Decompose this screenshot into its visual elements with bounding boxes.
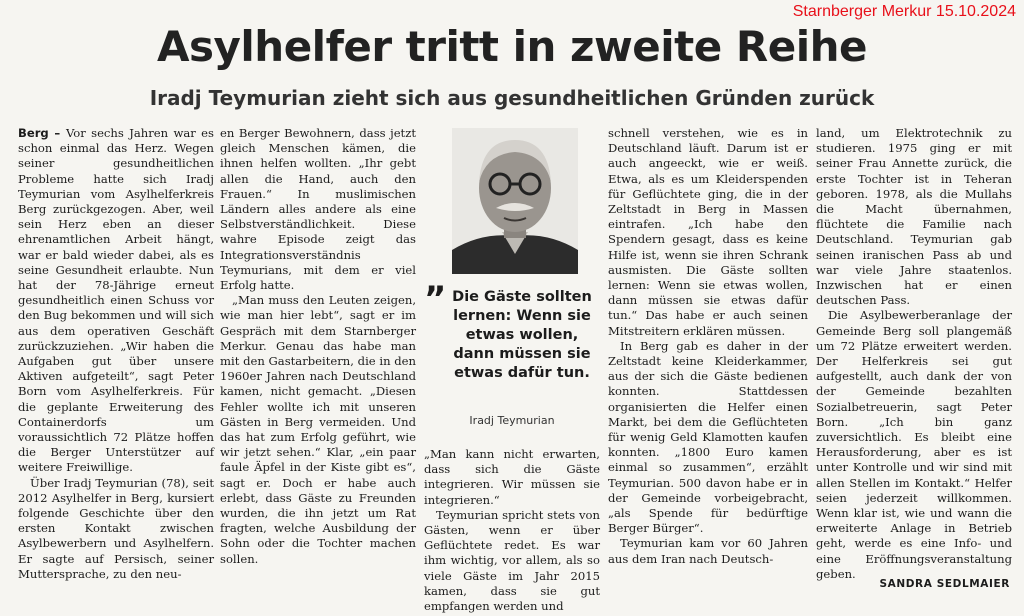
pull-quote-text: Die Gäste sollten lernen: Wenn sie etwas wollen, dann müssen sie etwas dafür tun. [452,289,592,381]
subheadline: Iradj Teymurian zieht sich aus gesundheitlichen Gründen zurück [149,86,875,110]
paragraph: Die Asylbewerberanlage der Gemeinde Berg soll plangemäß um 72 Plätze erweitert werden. Der Helferkreis sei gut aufgestellt, auch dank der von der Gemeinde bezahlten Sozialbetreuerin, sagt Peter Born. „Ich bin ganz zuversichtlich. Es bleibt eine Herausforderung, aber es ist unter Kontrolle und wir sind mit allen Stellen im Kontakt.“ Helfer seien jederzeit willkommen. Wenn klar ist, wie und wann die erweiterte Anlage in Betrieb geht, werde es eine Info- und eine Eröffnungsveranstaltung geben. [816,308,1012,581]
pull-quote [424,288,600,383]
dateline: Berg – [18,126,66,140]
paragraph: „Man muss den Leuten zeigen, wie man hier lebt“, sagt er im Gespräch mit dem Starnberger Merkur. Genau das habe man mit den Gastarbeitern, die in den 1960er Jahren nach Deutschland kamen, nicht gemacht. „Diesen Fehler wollte ich mit unseren Gästen in Berg vermeiden. Und das hat zum Erfolg geführt, wie wir jetzt sehen.“ Klar, „ein paar faule Äpfel in der Kiste gibt es“, sagt er. Doch er habe auch erlebt, dass Gäste zu Freunden wurden, die ihn jetzt um Rat fragten, welche Ausbildung der Sohn oder die Tochter machen sollen. [220,293,416,566]
author-byline: SANDRA SEDLMAIER [879,578,1010,590]
paragraph: Teymurian spricht stets von Gästen, wenn er über Geflüchtete redet. Es war ihm wichtig, vor allem, als so viele Gäste im Jahr 2015 kamen, dass sie gut empfangen werden und [424,507,600,614]
paragraph: land, um Elektrotechnik zu studieren. 1975 ging er mit seiner Frau Annette zurück, die erste Tochter ist in Teheran geboren. 1978, als die Mullahs die Macht übernahmen, flüchtete die Familie nach Deutschland. Teymurian gab seinen iranischen Pass ab und war viele Jahre staatenlos. Inzwischen hat er einen deutschen Pass. [816,126,1012,308]
paragraph: Über Iradj Teymurian (78), seit 2012 Asylhelfer in Berg, kursiert folgende Geschichte über den ersten Kontakt zwischen Asylbewerbern und Asylhelfern. Er sagte auf Persisch, seiner Muttersprache, zu den neu- [18,475,214,581]
article-column-4 [608,126,808,567]
portrait-photo [452,128,578,274]
source-stamp: Starnberger Merkur 15.10.2024 [792,3,1016,20]
paragraph: Teymurian kam vor 60 Jahren aus dem Iran nach Deutsch- [608,536,808,566]
article-column-5 [816,126,1012,582]
paragraph: In Berg gab es daher in der Zeltstadt keine Kleiderkammer, aus der sich die Gäste bedienen konnten. Stattdessen organisierten die Helfer einen Markt, bei dem die Geflüchteten für wenig Geld Klamotten kaufen konnten. „1800 Euro kamen einmal so zusammen“, erzählt Teymurian. 500 davon habe er in der Gemeinde vorbeigebracht, „als Spende für bedürftige Berger Bürger“. [608,338,808,536]
paragraph: en Berger Bewohnern, dass jetzt gleich Menschen kämen, die ihnen helfen wollten. „Ihr gebt allen die Hand, auch den Frauen.“ In muslimischen Ländern alles andere als eine Selbstverständlichkeit. Diese wahre Episode zeigt das Integrationsverständnis Teymurians, mit dem er viel Erfolg hatte. [220,126,416,293]
paragraph: schnell verstehen, wie es in Deutschland läuft. Darum ist er auch angeeckt, wie er weiß. Etwa, als es um Kleiderspenden für Geflüchtete ging, die in der Zeltstadt in Berg in Massen eintrafen. „Ich habe den Spendern gesagt, dass es keine Hilfe ist, wenn sie ihren Schrank ausmisten. Die Gäste sollten lernen: Wenn sie etwas wollen, dann müssen sie etwas dafür tun.“ Das habe er auch seinen Mitstreitern erklären müssen. [608,126,808,338]
article-column-1 [18,126,214,582]
article-column-3 [424,447,600,614]
pull-quote-author: Iradj Teymurian [469,414,555,427]
paragraph: „Man kann nicht erwarten, dass sich die Gäste integrieren. Wir müssen sie integrieren.“ [424,447,600,507]
quote-mark-icon: ” [424,279,447,319]
headline: Asylhelfer tritt in zweite Reihe [157,22,867,71]
paragraph: Berg – Vor sechs Jahren war es schon einmal das Herz. Wegen seiner gesundheitlichen Probleme hatte sich Iradj Teymurian vom Asylhelferkreis Berg zurückgezogen. Aber, weil sein Herz eben an dieser ehrenamtlichen Arbeit hängt, war er bald wieder dabei, als es seine Gesundheit erlaubte. Nun hat der 78-Jährige erneut gesundheitlich einen Schuss vor den Bug bekommen und will sich aus dem operativen Geschäft zurückzuziehen. „Wir haben die Aufgaben gut über unsere Aktiven aufgeteilt“, sagt Peter Born vom Asylhelferkreis. Für die geplante Erweiterung des Containerdorfs um voraussichtlich 72 Plätze hoffen die Berger Unterstützer auf weitere Freiwillige. [18,126,214,475]
article-column-2 [220,126,416,567]
